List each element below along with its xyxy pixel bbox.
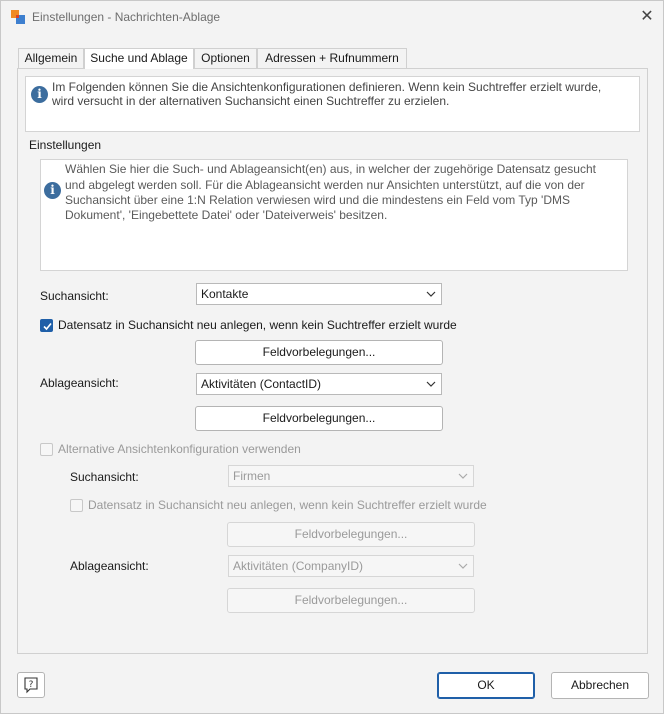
intro-text-line-2: wird versucht in der alternativen Suchansicht einen Suchtreffer zu erzielen. — [52, 94, 450, 108]
field-defaults-storage-button[interactable]: Feldvorbelegungen... — [195, 406, 443, 431]
settings-info-line-4: Dokument', 'Eingebettete Datei' oder 'Dateiverweis' besitzen. — [65, 208, 388, 222]
create-record-label: Datensatz in Suchansicht neu anlegen, wenn kein Suchtreffer erzielt wurde — [58, 318, 457, 332]
search-view-label: Suchansicht: — [40, 289, 109, 303]
chevron-down-icon — [425, 288, 437, 300]
settings-info-box — [40, 159, 628, 271]
settings-info-line-3: Suchansicht über eine 1:N Relation verwiesen wird und die mindestens ein Feld vom Typ 'DMS — [65, 193, 570, 207]
tab-allgemein[interactable]: Allgemein — [18, 48, 84, 68]
tab-suche-und-ablage[interactable]: Suche und Ablage — [84, 48, 194, 69]
storage-view-label: Ablageansicht: — [40, 376, 119, 390]
chevron-down-icon — [425, 378, 437, 390]
info-icon: i — [31, 86, 48, 103]
settings-info-line-1: Wählen Sie hier die Such- und Ablageansicht(en) aus, in welcher der zugehörige Datensatz gesucht — [65, 162, 596, 176]
alt-storage-view-label: Ablageansicht: — [70, 559, 149, 573]
alt-search-view-select[interactable] — [228, 465, 474, 487]
checkmark-icon — [42, 321, 53, 332]
storage-view-value: Aktivitäten (ContactID) — [201, 377, 322, 391]
close-icon[interactable]: ✕ — [640, 8, 654, 25]
tab-adressen-rufnummern[interactable]: Adressen + Rufnummern — [257, 48, 407, 68]
alt-create-record-label: Datensatz in Suchansicht neu anlegen, wenn kein Suchtreffer erzielt wurde — [88, 498, 487, 512]
info-icon: i — [44, 182, 61, 199]
alternative-config-checkbox[interactable] — [40, 443, 53, 456]
field-defaults-search-button[interactable]: Feldvorbelegungen... — [195, 340, 443, 365]
help-button[interactable] — [17, 672, 45, 698]
cancel-button[interactable]: Abbrechen — [551, 672, 649, 699]
intro-info-box — [25, 76, 640, 132]
search-view-value: Kontakte — [201, 287, 249, 301]
tab-optionen[interactable]: Optionen — [194, 48, 257, 68]
alt-search-view-value: Firmen — [233, 469, 271, 483]
create-record-checkbox[interactable] — [40, 319, 53, 332]
storage-view-select[interactable] — [196, 373, 442, 395]
settings-info-line-2: und abgelegt werden soll. Für die Ablageansicht werden nur Ansichten unterstützt, auf die von der — [65, 178, 585, 192]
alt-storage-view-value: Aktivitäten (CompanyID) — [233, 559, 364, 573]
title-bar — [1, 1, 663, 33]
svg-text:?: ? — [28, 680, 34, 690]
chevron-down-icon — [457, 470, 469, 482]
alt-storage-view-select[interactable] — [228, 555, 474, 577]
ok-button[interactable]: OK — [437, 672, 535, 699]
settings-group-title: Einstellungen — [29, 138, 107, 152]
search-view-select[interactable] — [196, 283, 442, 305]
intro-text-line-1: Im Folgenden können Sie die Ansichtenkonfigurationen definieren. Wenn kein Suchtreffer erzielt wurde, — [52, 80, 602, 94]
alt-field-defaults-storage-button[interactable]: Feldvorbelegungen... — [227, 588, 475, 613]
alt-field-defaults-search-button[interactable]: Feldvorbelegungen... — [227, 522, 475, 547]
alt-search-view-label: Suchansicht: — [70, 470, 139, 484]
app-logo-icon — [10, 9, 26, 25]
chevron-down-icon — [457, 560, 469, 572]
window-title: Einstellungen - Nachrichten-Ablage — [32, 10, 221, 24]
help-question-icon — [18, 673, 44, 697]
alt-create-record-checkbox[interactable] — [70, 499, 83, 512]
alternative-config-label: Alternative Ansichtenkonfiguration verwenden — [58, 442, 301, 456]
